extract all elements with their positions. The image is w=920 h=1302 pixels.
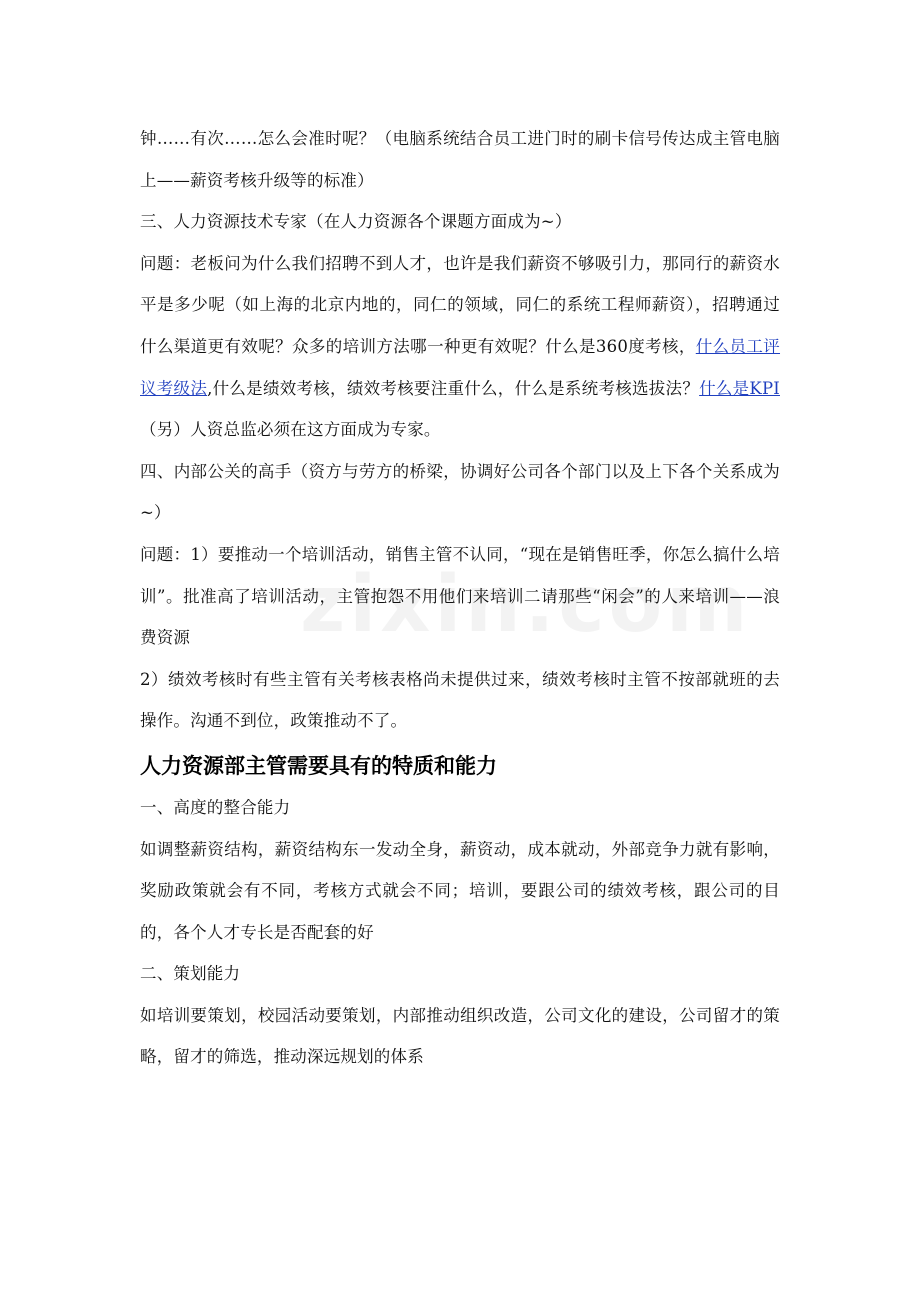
link-employee-evaluation-method[interactable]: 什么员工评议考级法 xyxy=(140,336,781,398)
paragraph-planning-detail: 如培训要策划，校园活动要策划，内部推动组织改造，公司文化的建设，公司留才的策略，留才的筛选，推动深远规划的体系 xyxy=(140,1005,780,1067)
section-hr-technical-expert: 三、人力资源技术专家（在人力资源各个课题方面成为~） xyxy=(140,212,572,232)
section-heading: 人力资源部主管需要具有的特质和能力 xyxy=(140,753,497,778)
expert-questions-text-1: 问题：老板问为什么我们招聘不到人才，也许是我们薪资不够吸引力，那同行的薪资水平是多少呢（如上海的北京内地的，同仁的领域，同仁的系统工程师薪资），招聘通过什么渠道更有效呢？众多的培训方法哪一种更有效呢？什么是360度考核， xyxy=(140,253,780,356)
paragraph-clock-in: 钟……有次……怎么会准时呢？（电脑系统结合员工进门时的刷卡信号传达成主管电脑上——薪资考核升级等的标准） xyxy=(140,129,780,190)
paragraph-integration-detail: 如调整薪资结构，薪资结构东一发动全身，薪资动，成本就动，外部竞争力就有影响，奖励政策就会有不同，考核方式就会不同；培训，要跟公司的绩效考核，跟公司的目的，各个人才专长是否配套的好 xyxy=(140,839,780,942)
expert-questions-text-3: （另）人资总监必须在这方面成为专家。 xyxy=(140,420,441,440)
subsection-integration-ability: 一、高度的整合能力 xyxy=(140,797,291,817)
document-body xyxy=(140,118,780,1078)
paragraph-training-issue: 问题：1）要推动一个培训活动，销售主管不认同，“现在是销售旺季，你怎么搞什么培训”。批准高了培训活动，主管抱怨不用他们来培训二请那些“闲会”的人来培训——浪费资源 xyxy=(140,544,780,648)
expert-questions-text-2: ,什么是绩效考核，绩效考核要注重什么，什么是系统考核选拔法？ xyxy=(207,378,700,398)
paragraph-expert-questions xyxy=(140,243,780,451)
subsection-planning-ability: 二、策划能力 xyxy=(140,964,241,984)
paragraph-performance-issue: 2）绩效考核时有些主管有关考核表格尚未提供过来，绩效考核时主管不按部就班的去操作。沟通不到位，政策推动不了。 xyxy=(140,669,780,731)
link-what-is-kpi[interactable]: 什么是KPI xyxy=(699,378,780,398)
section-internal-pr: 四、内部公关的高手（资方与劳方的桥梁，协调好公司各个部门以及上下各个关系成为~） xyxy=(140,461,780,523)
